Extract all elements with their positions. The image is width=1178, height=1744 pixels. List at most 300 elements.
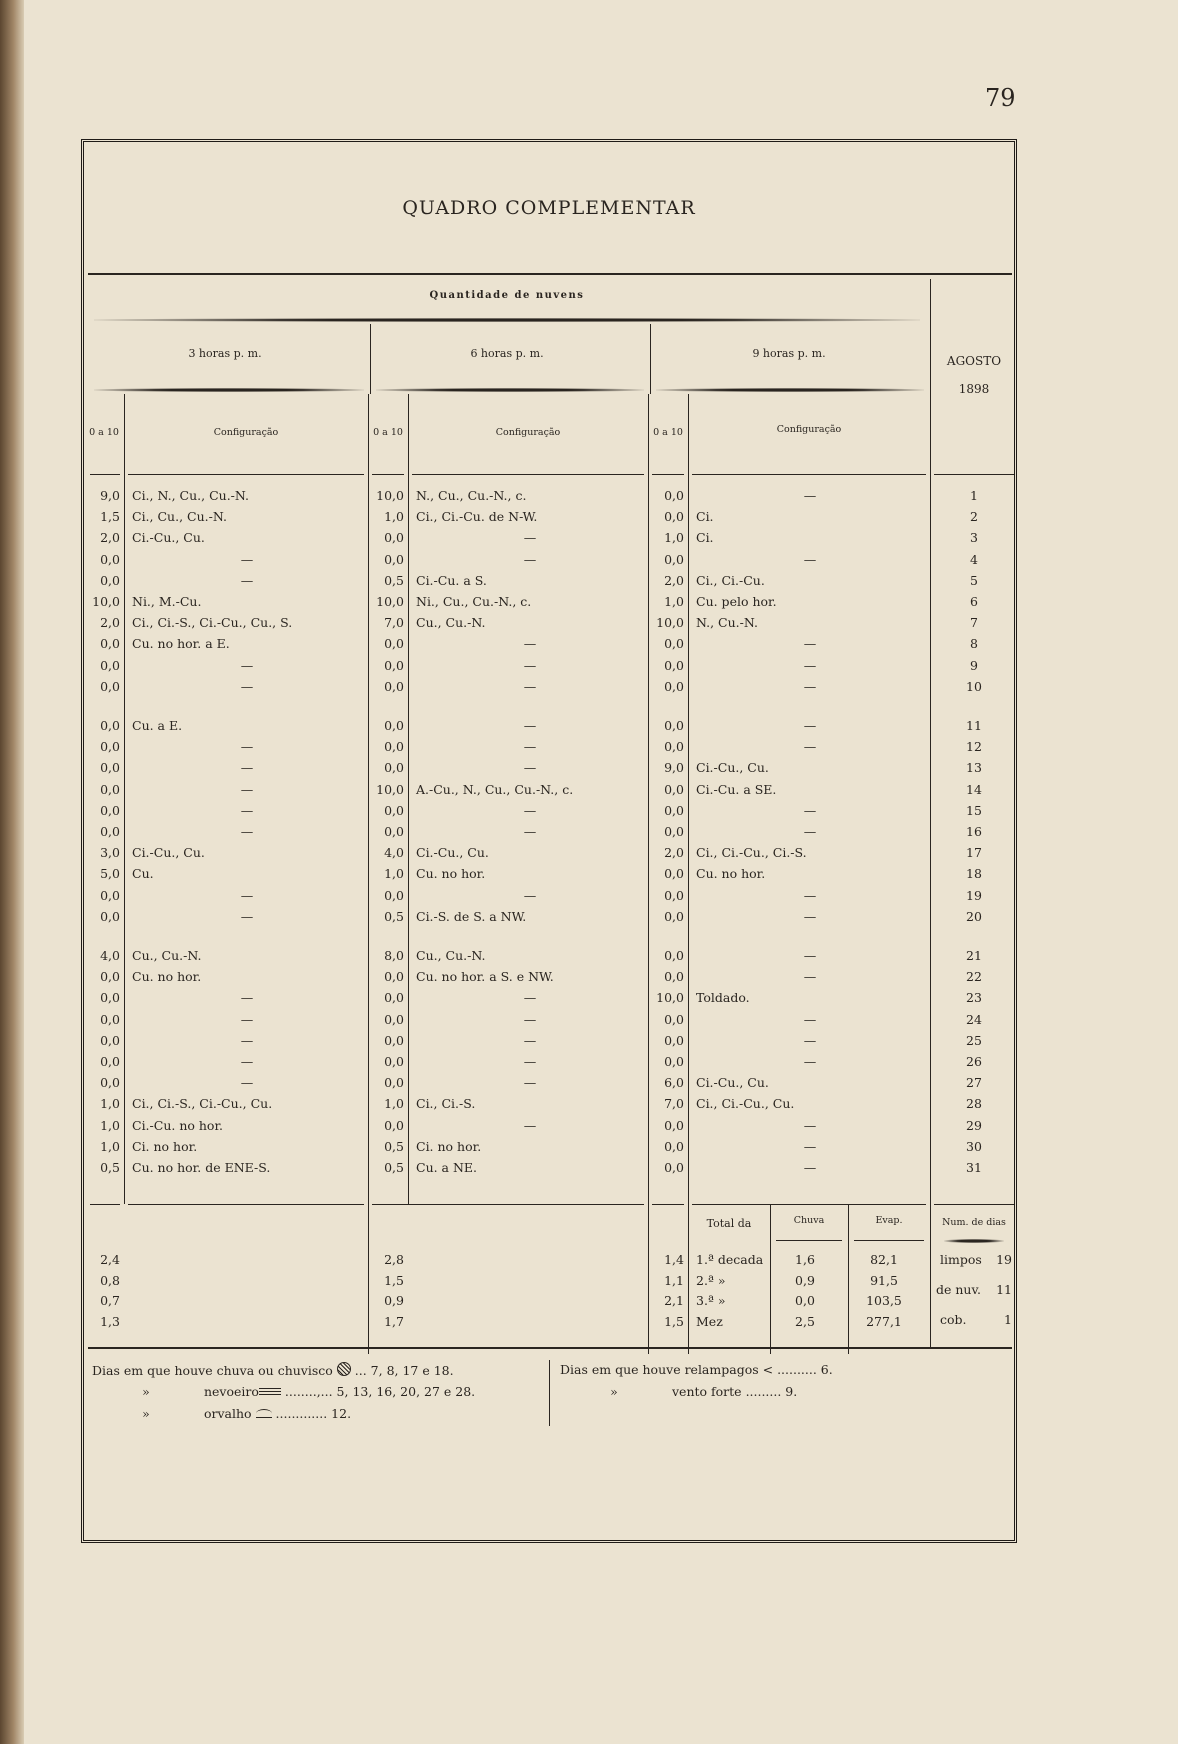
config-9pm: — xyxy=(803,1054,817,1069)
config-3pm: — xyxy=(240,551,254,567)
table-row xyxy=(84,509,1014,529)
summary-evap: 103,5 xyxy=(866,1293,902,1308)
cloud-3pm: 0,0 xyxy=(100,636,120,652)
cloud-6pm: 0,0 xyxy=(384,969,404,985)
footer-lightning xyxy=(560,1362,833,1377)
config-6pm: Configuração xyxy=(495,427,561,438)
cloud-6pm: 0,0 xyxy=(384,739,404,755)
fog-label: nevoeiro xyxy=(203,1384,259,1399)
cloud-9pm: 10,0 xyxy=(656,990,684,1006)
config-3pm: — xyxy=(240,908,254,924)
config-3pm: — xyxy=(240,760,254,776)
days-clear-value: 19 xyxy=(996,1252,1012,1267)
cloud-6pm: 10,0 xyxy=(376,488,404,503)
cloud-9pm: 10,0 xyxy=(656,615,684,631)
summary-9pm: 2,1 xyxy=(664,1293,684,1308)
cloud-9pm: 0,0 xyxy=(664,969,684,985)
cloud-6pm: 8,0 xyxy=(384,948,404,963)
table-row xyxy=(84,909,1014,929)
config-6pm: Ci.-Cu. a S. xyxy=(416,572,487,588)
config-6pm: — xyxy=(523,551,537,567)
summary-6pm: 1,5 xyxy=(384,1272,404,1288)
config-6pm: Cu., Cu.-N. xyxy=(416,615,486,631)
config-9pm: Toldado. xyxy=(696,990,750,1006)
dew-icon xyxy=(256,1409,272,1418)
config-3pm: — xyxy=(240,739,254,755)
divider-groups-2 xyxy=(650,324,651,394)
summary-3pm: 2,4 xyxy=(100,1252,120,1267)
cloud-9pm: 0,0 xyxy=(664,1054,684,1069)
day-number: 2 xyxy=(970,509,978,525)
config-9pm: Ci., Ci.-Cu., Cu. xyxy=(696,1096,795,1112)
table-row xyxy=(84,990,1014,1010)
cloud-9pm: 7,0 xyxy=(664,1096,684,1112)
cloud-9pm: 0,0 xyxy=(664,908,684,924)
config-6pm: Ni., Cu., Cu.-N., c. xyxy=(416,594,532,609)
config-6pm: Ci.-S. de S. a NW. xyxy=(416,908,527,924)
summary-9pm: 1,5 xyxy=(664,1313,684,1329)
cloud-3pm: 0,0 xyxy=(100,739,120,755)
config-9pm: — xyxy=(803,551,817,567)
table-row xyxy=(84,739,1014,759)
config-6pm: — xyxy=(523,1054,537,1069)
config-3pm: Cu. no hor. de ENE-S. xyxy=(132,1160,271,1175)
table-row xyxy=(84,1139,1014,1159)
fog-days: ........,... 5, 13, 16, 20, 27 e 28. xyxy=(284,1384,476,1399)
cloud-3pm: 0,0 xyxy=(100,802,120,818)
cloud-3pm: 0,0 xyxy=(100,969,120,985)
config-3pm: Ci., Ci.-S., Ci.-Cu., Cu., S. xyxy=(132,615,293,631)
cloud-3pm: 0,0 xyxy=(100,718,120,733)
summary-9pm: 1,4 xyxy=(664,1252,684,1267)
summary-rule xyxy=(776,1240,842,1241)
summary-total-header: Total da xyxy=(706,1217,752,1230)
config-6pm: — xyxy=(523,760,537,776)
header-3pm: 3 horas p. m. xyxy=(188,347,262,360)
summary-label: Mez xyxy=(696,1313,723,1329)
table-row xyxy=(84,824,1014,844)
day-number: 23 xyxy=(966,990,982,1006)
config-6pm: N., Cu., Cu.-N., c. xyxy=(416,488,527,503)
config-6pm: — xyxy=(523,802,537,818)
rule-3pm xyxy=(94,388,364,392)
subrule xyxy=(652,474,684,475)
config-6pm: — xyxy=(523,824,537,839)
cloud-6pm: 0,5 xyxy=(384,572,404,588)
table-row xyxy=(84,1054,1014,1074)
cloud-9pm: 0,0 xyxy=(664,657,684,673)
config-3pm: — xyxy=(240,802,254,818)
table-row xyxy=(84,803,1014,823)
table-row xyxy=(84,1033,1014,1053)
cloud-3pm: 4,0 xyxy=(100,948,120,963)
config-3pm: Ci., Cu., Cu.-N. xyxy=(132,509,227,525)
config-9pm: — xyxy=(803,1138,817,1154)
day-number: 6 xyxy=(970,594,978,609)
day-number: 13 xyxy=(966,760,982,776)
config-6pm: Ci., Ci.-Cu. de N-W. xyxy=(416,509,538,525)
day-number: 21 xyxy=(966,948,982,963)
day-number: 9 xyxy=(970,657,978,673)
cloud-6pm: 0,5 xyxy=(384,1138,404,1154)
footer-wind xyxy=(560,1384,797,1399)
summary-3pm: 1,3 xyxy=(100,1313,120,1329)
cloud-6pm: 7,0 xyxy=(384,615,404,631)
day-number: 1 xyxy=(970,488,978,503)
header-month: AGOSTO xyxy=(946,354,1002,368)
table-row xyxy=(84,1075,1014,1095)
config-6pm: Ci.-Cu., Cu. xyxy=(416,845,489,861)
summary-chuva: 1,6 xyxy=(795,1252,815,1267)
cloud-6pm: 0,0 xyxy=(384,824,404,839)
wind-prefix: » xyxy=(610,1384,618,1399)
table-row xyxy=(84,488,1014,508)
table-row xyxy=(84,782,1014,802)
config-6pm: — xyxy=(523,1117,537,1133)
cloud-3pm: 0,5 xyxy=(100,1160,120,1175)
summary-label: 2.ª » xyxy=(696,1272,726,1288)
day-number: 11 xyxy=(966,718,982,733)
cloud-6pm: 0,0 xyxy=(384,760,404,776)
scale-6pm: 0 a 10 xyxy=(373,427,403,438)
config-3pm: Configuração xyxy=(213,427,279,438)
cloud-3pm: 0,0 xyxy=(100,1075,120,1091)
config-6pm: — xyxy=(523,1032,537,1048)
page-title: QUADRO COMPLEMENTAR xyxy=(402,197,696,219)
cloud-9pm: 0,0 xyxy=(664,887,684,903)
summary-evap-header: Evap. xyxy=(875,1215,903,1226)
scale-3pm: 0 a 10 xyxy=(89,427,119,438)
config-3pm: — xyxy=(240,824,254,839)
summary-chuva: 0,9 xyxy=(795,1272,815,1288)
config-6pm: — xyxy=(523,990,537,1006)
cloud-6pm: 0,0 xyxy=(384,530,404,546)
cloud-9pm: 1,0 xyxy=(664,594,684,609)
summary-6pm: 0,9 xyxy=(384,1293,404,1308)
summary-label: 1.ª decada xyxy=(696,1252,764,1267)
day-number: 12 xyxy=(966,739,982,755)
sum-rule xyxy=(692,1204,926,1205)
cloud-6pm: 0,0 xyxy=(384,1011,404,1027)
cloud-6pm: 0,0 xyxy=(384,1117,404,1133)
cloud-9pm: 9,0 xyxy=(664,760,684,776)
cloud-3pm: 1,0 xyxy=(100,1096,120,1112)
cloud-3pm: 3,0 xyxy=(100,845,120,861)
config-9pm: — xyxy=(803,802,817,818)
days-cloudy-value: 11 xyxy=(996,1282,1012,1297)
rain-icon xyxy=(337,1362,351,1376)
cloud-3pm: 0,0 xyxy=(100,657,120,673)
days-clear-label: limpos xyxy=(940,1252,982,1267)
day-number: 28 xyxy=(966,1096,982,1112)
table-row xyxy=(84,573,1014,593)
cloud-6pm: 0,0 xyxy=(384,718,404,733)
cloud-9pm: 0,0 xyxy=(664,1160,684,1175)
day-number: 17 xyxy=(966,845,982,861)
config-9pm: Ci., Ci.-Cu. xyxy=(696,572,765,588)
subrule xyxy=(934,474,1014,475)
cloud-3pm: 0,0 xyxy=(100,551,120,567)
config-9pm: Ci.-Cu. a SE. xyxy=(696,781,777,797)
config-3pm: — xyxy=(240,657,254,673)
table-row xyxy=(84,888,1014,908)
day-number: 5 xyxy=(970,572,978,588)
config-9pm: Ci.-Cu., Cu. xyxy=(696,1075,769,1091)
config-3pm: Ci. no hor. xyxy=(132,1138,198,1154)
fog-icon xyxy=(259,1388,281,1395)
config-6pm: — xyxy=(523,887,537,903)
config-3pm: Ni., M.-Cu. xyxy=(132,594,202,609)
footer-rule xyxy=(88,1347,1012,1349)
config-6pm: — xyxy=(523,636,537,652)
header-6pm: 6 horas p. m. xyxy=(470,347,544,360)
config-3pm: — xyxy=(240,572,254,588)
config-3pm: — xyxy=(240,1032,254,1048)
table-row xyxy=(84,552,1014,572)
subrule xyxy=(128,474,364,475)
table-row xyxy=(84,969,1014,989)
table-row xyxy=(84,845,1014,865)
header-rule xyxy=(88,273,1012,275)
table-row xyxy=(84,760,1014,780)
config-9pm: Ci. xyxy=(696,530,714,546)
cloud-3pm: 0,0 xyxy=(100,887,120,903)
cloud-9pm: 0,0 xyxy=(664,781,684,797)
table-row xyxy=(84,1160,1014,1180)
summary-6pm: 1,7 xyxy=(384,1313,404,1329)
config-9pm: — xyxy=(803,887,817,903)
cloud-3pm: 2,0 xyxy=(100,615,120,631)
config-9pm: — xyxy=(803,678,817,694)
cloud-3pm: 0,0 xyxy=(100,1054,120,1069)
config-9pm: Ci., Ci.-Cu., Ci.-S. xyxy=(696,845,807,861)
cloud-3pm: 10,0 xyxy=(92,594,120,609)
config-6pm: Cu. no hor. a S. e NW. xyxy=(416,969,554,985)
cloud-3pm: 1,5 xyxy=(100,509,120,525)
config-6pm: Cu. a NE. xyxy=(416,1160,478,1175)
cloud-9pm: 0,0 xyxy=(664,1117,684,1133)
cloud-9pm: 0,0 xyxy=(664,678,684,694)
dew-label: orvalho xyxy=(203,1406,252,1421)
day-number: 18 xyxy=(966,866,982,882)
days-cloudy-label: de nuv. xyxy=(936,1282,982,1297)
cloud-3pm: 5,0 xyxy=(100,866,120,882)
config-3pm: — xyxy=(240,1011,254,1027)
cloud-6pm: 0,0 xyxy=(384,1054,404,1069)
config-3pm: — xyxy=(240,1075,254,1091)
config-9pm: — xyxy=(803,969,817,985)
config-3pm: — xyxy=(240,990,254,1006)
cloud-6pm: 10,0 xyxy=(376,594,404,609)
config-3pm: — xyxy=(240,678,254,694)
cloud-6pm: 4,0 xyxy=(384,845,404,861)
subrule xyxy=(692,474,926,475)
footer-fog xyxy=(92,1384,475,1399)
divider-groups-1 xyxy=(370,324,371,394)
config-3pm: Cu. no hor. a E. xyxy=(132,636,230,652)
config-3pm: Ci., N., Cu., Cu.-N. xyxy=(132,488,249,503)
cloud-3pm: 0,0 xyxy=(100,824,120,839)
table-row xyxy=(84,594,1014,614)
rule-6pm xyxy=(376,388,644,392)
cloud-6pm: 1,0 xyxy=(384,509,404,525)
day-number: 25 xyxy=(966,1032,982,1048)
cloud-3pm: 0,0 xyxy=(100,1011,120,1027)
config-3pm: — xyxy=(240,781,254,797)
summary-rule xyxy=(854,1240,924,1241)
table-row xyxy=(84,530,1014,550)
config-9pm: — xyxy=(803,1032,817,1048)
summary-label: 3.ª » xyxy=(696,1293,726,1308)
header-9pm: 9 horas p. m. xyxy=(752,347,826,360)
summary-evap: 82,1 xyxy=(870,1252,898,1267)
config-9pm: — xyxy=(803,488,817,503)
lightning-label: Dias em que houve relampagos xyxy=(560,1362,759,1377)
sum-rule xyxy=(128,1204,364,1205)
rain-label: Dias em que houve chuva ou chuvisco xyxy=(92,1363,333,1378)
day-number: 27 xyxy=(966,1075,982,1091)
day-number: 22 xyxy=(966,969,982,985)
cloud-9pm: 0,0 xyxy=(664,948,684,963)
config-9pm: — xyxy=(803,636,817,652)
config-3pm: — xyxy=(240,887,254,903)
cloud-3pm: 9,0 xyxy=(100,488,120,503)
table-row xyxy=(84,1096,1014,1116)
config-9pm: — xyxy=(803,948,817,963)
wind-label: vento forte xyxy=(671,1384,742,1399)
sum-rule xyxy=(652,1204,684,1205)
config-6pm: — xyxy=(523,678,537,694)
cloud-6pm: 0,0 xyxy=(384,657,404,673)
config-9pm: — xyxy=(803,1011,817,1027)
fog-prefix: » xyxy=(142,1384,150,1399)
cloud-9pm: 0,0 xyxy=(664,488,684,503)
cloud-9pm: 0,0 xyxy=(664,1138,684,1154)
day-number: 30 xyxy=(966,1138,982,1154)
day-number: 4 xyxy=(970,551,978,567)
config-3pm: Ci.-Cu., Cu. xyxy=(132,845,205,861)
footer-rain xyxy=(92,1362,454,1378)
day-number: 16 xyxy=(966,824,982,839)
config-6pm: — xyxy=(523,739,537,755)
rule-9pm xyxy=(656,388,924,392)
sum-rule xyxy=(934,1204,1014,1205)
config-9pm: Ci.-Cu., Cu. xyxy=(696,760,769,776)
config-9pm: — xyxy=(803,908,817,924)
sum-rule xyxy=(90,1204,120,1205)
cloud-9pm: 2,0 xyxy=(664,572,684,588)
summary-3pm: 0,8 xyxy=(100,1272,120,1288)
config-3pm: Cu. a E. xyxy=(132,718,183,733)
config-9pm: Cu. pelo hor. xyxy=(696,594,777,609)
table-frame xyxy=(81,139,1017,1543)
day-number: 19 xyxy=(966,887,982,903)
cloud-9pm: 0,0 xyxy=(664,1011,684,1027)
cloud-9pm: 1,0 xyxy=(664,530,684,546)
config-3pm: Cu. xyxy=(132,866,154,882)
summary-evap: 277,1 xyxy=(866,1313,902,1329)
cloud-3pm: 2,0 xyxy=(100,530,120,546)
cloud-6pm: 0,0 xyxy=(384,1032,404,1048)
rain-days: ... 7, 8, 17 e 18. xyxy=(354,1363,454,1378)
config-6pm: Cu. no hor. xyxy=(416,866,486,882)
summary-6pm: 2,8 xyxy=(384,1252,404,1267)
cloud-9pm: 0,0 xyxy=(664,509,684,525)
day-number: 8 xyxy=(970,636,978,652)
day-number: 24 xyxy=(966,1011,982,1027)
cloud-9pm: 6,0 xyxy=(664,1075,684,1091)
config-6pm: Ci. no hor. xyxy=(416,1138,482,1154)
cloud-9pm: 0,0 xyxy=(664,551,684,567)
days-overcast-value: 1 xyxy=(1004,1312,1012,1327)
day-number: 31 xyxy=(966,1160,982,1175)
day-number: 26 xyxy=(966,1054,982,1069)
config-6pm: — xyxy=(523,718,537,733)
config-9pm: — xyxy=(803,657,817,673)
summary-evap: 91,5 xyxy=(870,1272,898,1288)
cloud-6pm: 0,0 xyxy=(384,990,404,1006)
cloud-6pm: 1,0 xyxy=(384,1096,404,1112)
cloud-9pm: 0,0 xyxy=(664,824,684,839)
table-row xyxy=(84,1012,1014,1032)
dew-days: ............. 12. xyxy=(275,1406,352,1421)
cloud-6pm: 10,0 xyxy=(376,781,404,797)
config-9pm: Configuração xyxy=(776,424,842,435)
sum-rule xyxy=(372,1204,644,1205)
cloud-6pm: 0,0 xyxy=(384,1075,404,1091)
config-6pm: — xyxy=(523,657,537,673)
config-3pm: — xyxy=(240,1054,254,1069)
cloud-3pm: 1,0 xyxy=(100,1117,120,1133)
cloud-6pm: 0,5 xyxy=(384,908,404,924)
config-9pm: Ci. xyxy=(696,509,714,525)
page-number: 79 xyxy=(985,84,1016,112)
cloud-6pm: 1,0 xyxy=(384,866,404,882)
cloud-9pm: 0,0 xyxy=(664,866,684,882)
config-6pm: — xyxy=(523,530,537,546)
day-number: 20 xyxy=(966,908,982,924)
group-header: Quantidade de nuvens xyxy=(429,290,585,301)
days-overcast-label: cob. xyxy=(940,1312,967,1327)
header-year: 1898 xyxy=(958,382,990,396)
summary-rule xyxy=(944,1239,1004,1243)
config-9pm: — xyxy=(803,1160,817,1175)
cloud-6pm: 0,0 xyxy=(384,678,404,694)
footer-dew xyxy=(92,1406,351,1421)
dew-prefix: » xyxy=(142,1406,150,1421)
config-3pm: Cu. no hor. xyxy=(132,969,202,985)
summary-days-header: Num. de dias xyxy=(942,1217,1006,1228)
config-3pm: Ci., Ci.-S., Ci.-Cu., Cu. xyxy=(132,1096,273,1112)
wind-days: ......... 9. xyxy=(745,1384,798,1399)
config-6pm: Ci., Ci.-S. xyxy=(416,1096,476,1112)
cloud-3pm: 0,0 xyxy=(100,908,120,924)
summary-3pm: 0,7 xyxy=(100,1293,120,1308)
day-number: 3 xyxy=(970,530,978,546)
config-3pm: Cu., Cu.-N. xyxy=(132,948,202,963)
cloud-6pm: 0,0 xyxy=(384,887,404,903)
day-number: 15 xyxy=(966,802,982,818)
config-9pm: — xyxy=(803,824,817,839)
cloud-6pm: 0,0 xyxy=(384,636,404,652)
summary-chuva: 2,5 xyxy=(795,1313,815,1329)
group-rule xyxy=(94,318,920,322)
config-6pm: — xyxy=(523,1011,537,1027)
table-row xyxy=(84,718,1014,738)
day-number: 29 xyxy=(966,1117,982,1133)
config-9pm: — xyxy=(803,739,817,755)
cloud-9pm: 0,0 xyxy=(664,739,684,755)
